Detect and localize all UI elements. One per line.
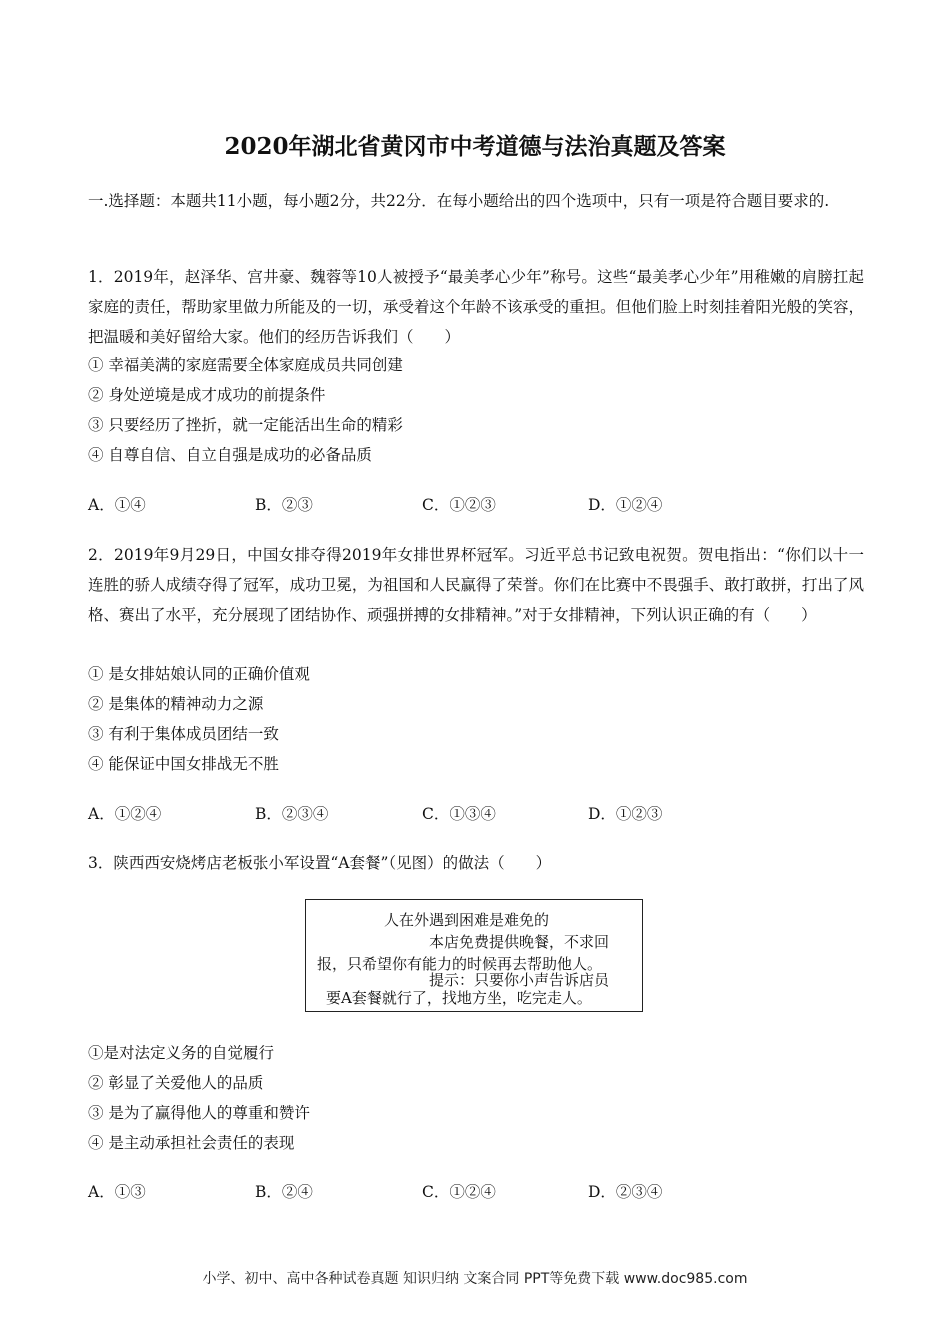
- question-1-option-c: C．①②③: [422, 496, 496, 514]
- question-3-item-2: ② 彰显了关爱他人的品质: [88, 1074, 264, 1092]
- question-2-stem: 2．2019年9月29日，中国女排夺得2019年女排世界杯冠军。习近平总书记致电祝贺。贺电指出：“你们以十一连胜的骄人成绩夺得了冠军，成功卫冕，为祖国和人民赢得了荣誉。你们在比赛中不畏强手、敢打敢拼，打出了风格、赛出了水平，充分展现了团结协作、顽强拼搏的女排精神。”对于女排精神，下列认识正确的有（ ）: [88, 546, 864, 624]
- question-2-item-3: ③ 有利于集体成员团结一致: [88, 725, 279, 743]
- sign-line-3: 报，只希望你有能力的时候再去帮助他人。: [317, 955, 603, 973]
- sign-line-4: 提示：只要你小声告诉店员: [429, 971, 610, 989]
- question-1-item-4: ④ 自尊自信、自立自强是成功的必备品质: [88, 446, 372, 464]
- question-1-item-1: ① 幸福美满的家庭需要全体家庭成员共同创建: [88, 356, 403, 374]
- question-3-item-1: ①是对法定义务的自觉履行: [88, 1044, 275, 1062]
- question-3-stem: 3．陕西西安烧烤店老板张小军设置“A套餐”（见图）的做法（ ）: [88, 854, 552, 872]
- question-3-option-a: A．①③: [88, 1183, 146, 1201]
- question-3-option-d: D．②③④: [588, 1183, 663, 1201]
- sign-line-1: 人在外遇到困难是难免的: [384, 911, 550, 929]
- question-2-option-c: C．①③④: [422, 805, 496, 823]
- question-1-option-d: D．①②④: [588, 496, 663, 514]
- question-3-item-3: ③ 是为了赢得他人的尊重和赞许: [88, 1104, 310, 1122]
- restaurant-sign-figure: [305, 899, 643, 1012]
- question-1-stem: 1．2019年，赵泽华、宫井豪、魏蓉等10人被授予“最美孝心少年”称号。这些“最美孝心少年”用稚嫩的肩膀扛起家庭的责任，帮助家里做力所能及的一切，承受着这个年龄不该承受的重担。但他们脸上时刻挂着阳光般的笑容，把温暖和美好留给大家。他们的经历告诉我们（ ）: [88, 268, 864, 346]
- question-2-option-b: B．②③④: [255, 805, 329, 823]
- question-3-item-4: ④ 是主动承担社会责任的表现: [88, 1134, 295, 1152]
- sign-line-5: 要A套餐就行了，找地方坐，吃完走人。: [326, 989, 592, 1007]
- page-footer: 小学、初中、高中各种试卷真题 知识归纳 文案合同 PPT等免费下载 www.doc985.com: [202, 1271, 748, 1287]
- question-2-item-4: ④ 能保证中国女排战无不胜: [88, 755, 279, 773]
- question-3-option-c: C．①②④: [422, 1183, 496, 1201]
- question-2-item-1: ① 是女排姑娘认同的正确价值观: [88, 665, 310, 683]
- page-title: 2020年湖北省黄冈市中考道德与法治真题及答案: [224, 133, 726, 160]
- question-2-option-a: A．①②④: [88, 805, 162, 823]
- question-2-item-2: ② 是集体的精神动力之源: [88, 695, 264, 713]
- question-1-option-b: B．②③: [255, 496, 313, 514]
- section-heading: 一.选择题：本题共11小题，每小题2分，共22分．在每小题给出的四个选项中，只有一项是符合题目要求的.: [88, 192, 830, 210]
- question-2-option-d: D．①②③: [588, 805, 663, 823]
- question-3-option-b: B．②④: [255, 1183, 313, 1201]
- question-1-option-a: A．①④: [88, 496, 146, 514]
- question-1-item-3: ③ 只要经历了挫折，就一定能活出生命的精彩: [88, 416, 403, 434]
- question-1-item-2: ② 身处逆境是成才成功的前提条件: [88, 386, 326, 404]
- sign-line-2: 本店免费提供晚餐，不求回: [429, 933, 610, 951]
